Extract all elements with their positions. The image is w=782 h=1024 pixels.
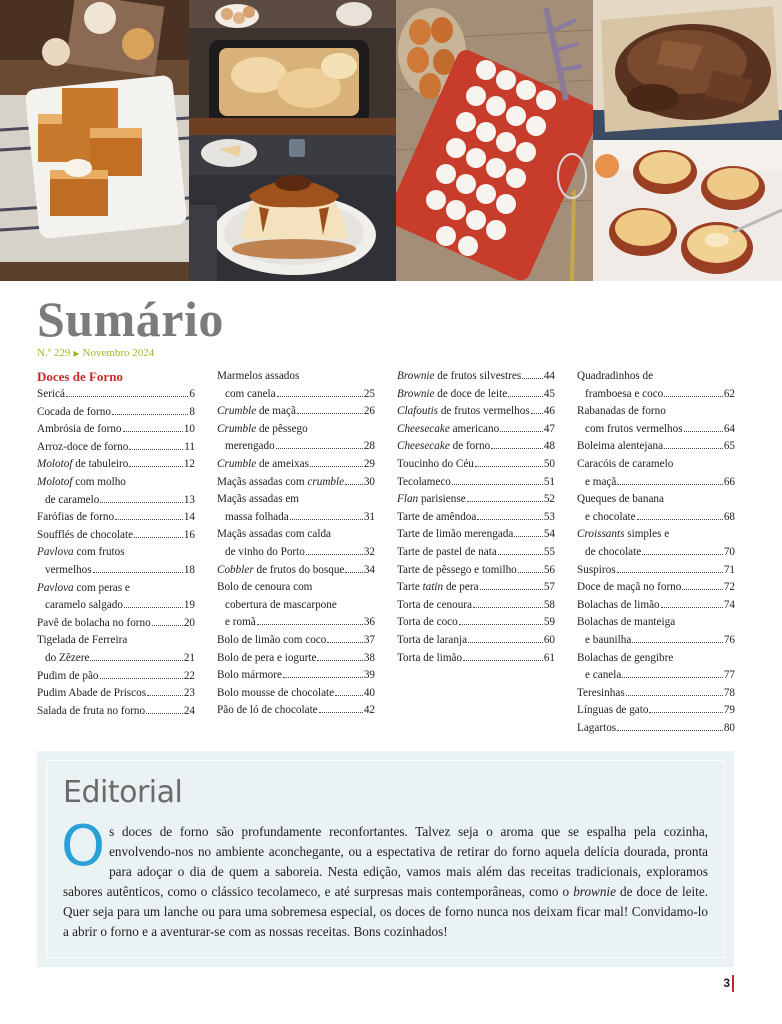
toc-entry-page: 47 [543, 422, 555, 435]
toc-entry-title: Maçãs assadas com crumble [217, 475, 345, 488]
dot-leader [100, 502, 182, 503]
dot-leader [276, 448, 363, 449]
dot-leader [290, 519, 363, 520]
dot-leader [508, 396, 543, 397]
toc-entry-title-line: Caracóis de caramelo [577, 457, 674, 470]
toc-entry-title: de caramelo [45, 493, 100, 506]
toc-entry-title-line: Quadradinhos de [577, 370, 654, 382]
toc-entry-page: 51 [543, 475, 555, 488]
toc-entry [397, 650, 555, 668]
toc-entry [577, 614, 735, 649]
toc-entry [577, 597, 735, 615]
editorial-inner [46, 760, 725, 958]
page-title: Sumário [37, 291, 224, 347]
dot-leader [463, 660, 543, 661]
toc-entry [37, 685, 195, 703]
toc-entry-title: Boleima alentejana [577, 440, 664, 453]
toc-entry [577, 650, 735, 685]
toc-entry-page: 62 [723, 387, 735, 400]
dot-leader [477, 519, 542, 520]
toc-entry-page: 56 [543, 563, 555, 576]
dot-leader [297, 413, 363, 414]
dot-leader [626, 695, 723, 696]
toc-entry-page: 16 [183, 528, 195, 541]
toc-entry-page: 25 [363, 387, 375, 400]
dot-leader [310, 466, 363, 467]
toc-entry-page: 74 [723, 598, 735, 611]
toc-entry-title: Cheesecake de forno [397, 440, 491, 453]
photo-pudim [189, 135, 396, 281]
toc-entry-title: Soufflés de chocolate [37, 528, 134, 541]
toc-entry-title: de vinho do Porto [225, 545, 305, 558]
toc-entry-page: 45 [543, 387, 555, 400]
toc-entry [217, 685, 375, 703]
toc-entry [217, 562, 375, 580]
toc-entry [397, 386, 555, 404]
toc-entry [37, 668, 195, 686]
toc-entry-title: Pudim Abade de Priscos [37, 687, 147, 700]
toc-entry-title: Torta de cenoura [397, 598, 473, 611]
toc-entry-page: 68 [723, 510, 735, 523]
toc-entry-page: 50 [543, 457, 555, 470]
toc-entry-title: Línguas de gato [577, 704, 649, 717]
toc-entry-title: Teresinhas [577, 686, 625, 699]
toc-entry [577, 526, 735, 561]
editorial-text-part-1: s doces de forno são profundamente reconfortantes. Talvez seja o aroma que se espalha pela cozinha, envolvendo-nos no ambiente aconchegante, ou a espectativa de retirar do forno aquela delícia dourada, pronta para adoçar o dia de quem a saboreia. Nesta edição, vamos mais além das receitas tradicionais, exploramos sabores autênticos, como o clássico tecolameco, e até surpresas mais contemporâneas, como o [63, 824, 708, 899]
toc-entry-title: Arroz-doce de forno [37, 440, 129, 453]
toc-entry-page: 31 [363, 510, 375, 523]
toc-entry [37, 456, 195, 474]
toc-entry-page: 30 [363, 475, 375, 488]
toc-entry [217, 702, 375, 720]
dot-leader [514, 536, 542, 537]
toc-entry-page: 53 [543, 510, 555, 523]
toc-entry [397, 491, 555, 509]
toc-entry-page: 58 [543, 598, 555, 611]
toc-entry [37, 439, 195, 457]
issue-number: N.º 229 [37, 347, 71, 359]
toc-entry-title: Ambrósia de forno [37, 423, 122, 436]
dot-leader [518, 572, 543, 573]
toc-entry-title: Tarte de pêssego e tomilho [397, 563, 517, 576]
editorial-box [37, 751, 734, 967]
photo-ambrosia [189, 0, 396, 135]
toc-entry-title: Toucinho do Céu [397, 457, 474, 470]
toc-entry [37, 509, 195, 527]
toc-entry-page: 12 [183, 458, 195, 471]
toc-entry-title-line: Marmelos assados [217, 370, 300, 382]
toc-entry-title: massa folhada [225, 510, 289, 523]
toc-entry [37, 527, 195, 545]
toc-entry-title: Bolo de pera e iogurte [217, 651, 317, 664]
dot-leader [661, 607, 723, 608]
toc-entry-page: 71 [723, 563, 735, 576]
toc-entry-page: 19 [183, 599, 195, 612]
toc-entry-page: 55 [543, 545, 555, 558]
page-number: 3 [723, 976, 730, 990]
toc-entry-title: Cobbler de frutos do bosque [217, 563, 345, 576]
dot-leader [93, 572, 183, 573]
dot-leader [306, 554, 363, 555]
toc-entry-page: 37 [363, 633, 375, 646]
toc-entry-title: Pavê de bolacha no forno [37, 616, 151, 629]
toc-entry [397, 421, 555, 439]
dot-leader [452, 484, 543, 485]
toc-entry-title: Suspiros [577, 563, 616, 576]
toc-entry [217, 526, 375, 561]
dot-leader [459, 624, 543, 625]
toc-entry [397, 544, 555, 562]
dot-leader [317, 660, 362, 661]
toc-entry [577, 438, 735, 456]
dot-leader [467, 501, 543, 502]
toc-entry [217, 403, 375, 421]
toc-entry [217, 421, 375, 456]
toc-entry-page: 70 [723, 545, 735, 558]
toc-entry-title: Brownie de frutos silvestres [397, 370, 522, 382]
toc-entry-page: 46 [543, 405, 555, 418]
toc-entry-title: Crumble de ameixas [217, 457, 309, 470]
toc-entry [397, 526, 555, 544]
toc-entry-page: 52 [543, 493, 555, 506]
dot-leader [664, 448, 723, 449]
toc-entry [397, 438, 555, 456]
toc-entry-page: 78 [723, 686, 735, 699]
editorial-text-part-2: de doce de leite. Quer seja para um lanche ou para uma sobremesa especial, os doces de forno nunca nos deixam ficar mal! Convidamo-lo a abrir o forno e a aventurar-se com as nossas receitas. Bons cozinhados! [63, 884, 708, 939]
toc-entry [397, 562, 555, 580]
toc-entry-page: 13 [183, 493, 195, 506]
toc-entry [577, 456, 735, 491]
toc-entry-title: Bolo mármore [217, 669, 282, 682]
dot-leader [277, 396, 363, 397]
toc-entry [397, 614, 555, 632]
toc-entry-title: Bolo mousse de chocolate [217, 686, 335, 699]
dot-leader [498, 554, 543, 555]
toc-entry-title: Cheesecake americano [397, 422, 500, 435]
dot-leader [468, 642, 543, 643]
toc-entry [577, 579, 735, 597]
toc-entry-title-line: Rabanadas de forno [577, 405, 666, 418]
toc-entry [217, 456, 375, 474]
toc-entry-title: Torta de laranja [397, 633, 468, 646]
toc-entry-title: Torta de coco [397, 616, 458, 629]
toc-entry-page: 26 [363, 405, 375, 418]
toc-entry [577, 685, 735, 703]
issue-date: Novembro 2024 [82, 347, 155, 359]
toc-entry-page: 10 [183, 423, 195, 436]
toc-entry [577, 720, 735, 738]
dot-leader [531, 413, 543, 414]
toc-entry-page: 24 [183, 704, 195, 717]
toc-entry-title-line: Queques de banana [577, 493, 664, 506]
toc-entry-page: 32 [363, 545, 375, 558]
toc-entry-title: Clafoutis de frutos vermelhos [397, 405, 530, 418]
dot-leader [632, 642, 723, 643]
dot-leader [146, 713, 183, 714]
toc-entry-page: 8 [189, 405, 195, 418]
toc-entry-page: 18 [183, 563, 195, 576]
toc-entry-page: 64 [723, 422, 735, 435]
dot-leader [480, 589, 543, 590]
toc-entry-title: Tecolameco [397, 475, 451, 488]
toc-entry-page: 14 [183, 511, 195, 524]
dot-leader [491, 448, 543, 449]
triangle-icon: ▶ [73, 349, 80, 358]
toc-entry-page: 20 [183, 616, 195, 629]
toc-entry-page: 23 [183, 687, 195, 700]
toc-entry-page: 28 [363, 440, 375, 453]
toc-entry-title: com canela [225, 387, 276, 400]
page-number-bar [732, 975, 734, 992]
dot-leader [152, 625, 183, 626]
toc-entry [37, 474, 195, 509]
dot-leader [345, 484, 363, 485]
toc-entry [577, 491, 735, 526]
toc-entry-title-line: cobertura de mascarpone [225, 598, 337, 611]
dot-leader [649, 712, 722, 713]
dot-leader [684, 431, 723, 432]
dot-leader [66, 396, 188, 397]
toc-entry-page: 11 [184, 440, 195, 453]
toc-entry-page: 29 [363, 457, 375, 470]
dot-leader [500, 431, 543, 432]
toc-entry-title-line: Bolachas de manteiga [577, 616, 676, 629]
toc-entry-title-line: Maçãs assadas com calda [217, 528, 331, 541]
toc-entry [397, 632, 555, 650]
toc-entry-title: merengado [225, 440, 275, 453]
dot-leader [622, 677, 722, 678]
toc-entry-page: 38 [363, 651, 375, 664]
toc-entry-title: Tarte de pastel de nata [397, 545, 497, 558]
toc-entry [37, 386, 195, 404]
toc-entry [217, 632, 375, 650]
toc-entry-page: 40 [363, 686, 375, 699]
toc-entry [217, 650, 375, 668]
dot-leader [682, 589, 722, 590]
toc-entry-page: 60 [543, 633, 555, 646]
editorial-text-italic: brownie [573, 884, 616, 899]
toc-entry-title: Flan parisiense [397, 493, 466, 506]
toc-entry-title-line: Tigelada de Ferreira [37, 634, 128, 647]
dot-leader [90, 660, 182, 661]
toc-entry-title: Tarte de amêndoa [397, 510, 477, 523]
toc-entry [577, 368, 735, 403]
toc-entry [217, 491, 375, 526]
dot-leader [475, 466, 543, 467]
section-heading: Doces de Forno [37, 369, 123, 384]
toc-entry-page: 77 [723, 669, 735, 682]
issue-info [37, 347, 154, 359]
toc-entry [397, 597, 555, 615]
toc-entry-page: 21 [183, 651, 195, 664]
toc-entry-title: e romã [225, 616, 256, 629]
toc-entry-title: e baunilha [585, 633, 632, 646]
toc-entry [217, 667, 375, 685]
photo-serica [0, 0, 189, 281]
toc-entry-title: Torta de limão [397, 651, 463, 664]
toc-entry-page: 76 [723, 633, 735, 646]
dot-leader [617, 484, 722, 485]
toc-entry [397, 509, 555, 527]
toc-entry-title-line: Croissants simples e [577, 528, 670, 541]
photo-suspiros [396, 0, 593, 281]
editorial-title: Editorial [63, 775, 183, 810]
toc-entry-page: 61 [543, 651, 555, 664]
toc-entry [217, 579, 375, 632]
toc-entry-title: e chocolate [585, 510, 636, 523]
toc-entry-page: 48 [543, 440, 555, 453]
toc-entry-title: Sericá [37, 388, 65, 400]
dot-leader [112, 414, 188, 415]
toc-entry-page: 54 [543, 528, 555, 541]
toc-entry-title-line: Bolo de cenoura com [217, 581, 313, 594]
toc-entry [217, 368, 375, 403]
toc-entry-title-line: Molotof com molho [37, 475, 126, 488]
toc-entry-title: e maçã [585, 475, 617, 488]
dot-leader [115, 519, 183, 520]
toc-entry-page: 72 [723, 581, 735, 594]
toc-column-1 [37, 368, 195, 720]
toc-entry-page: 42 [363, 704, 375, 717]
dot-leader [642, 554, 723, 555]
toc-entry-page: 44 [543, 370, 555, 382]
toc-entry-title: Bolachas de limão [577, 598, 660, 611]
toc-entry [577, 403, 735, 438]
toc-entry-title: do Zêzere [45, 651, 90, 664]
dot-leader [664, 396, 723, 397]
toc-entry-title: Farófias de forno [37, 511, 115, 524]
dot-leader [327, 642, 362, 643]
photo-bolo-chocolate [593, 0, 782, 140]
toc-entry-title: Tarte de limão merengada [397, 528, 514, 541]
dot-leader [147, 695, 183, 696]
toc-entry-title: de chocolate [585, 545, 642, 558]
toc-entry-title-line: Crumble de pêssego [217, 422, 308, 435]
toc-entry-title: Bolo de limão com coco [217, 633, 327, 646]
toc-entry-title-line: Bolachas de gengibre [577, 651, 674, 664]
toc-entry [37, 703, 195, 721]
toc-entry-page: 66 [723, 475, 735, 488]
dot-leader [134, 537, 183, 538]
dot-leader [123, 431, 183, 432]
toc-entry-page: 57 [543, 581, 555, 594]
toc-entry-page: 59 [543, 616, 555, 629]
toc-entry-title-line: Maçãs assadas em [217, 493, 300, 506]
dot-leader [473, 607, 543, 608]
toc-entry-page: 6 [189, 388, 195, 400]
photo-collage [0, 0, 782, 281]
editorial-text [61, 814, 708, 942]
dot-leader [257, 624, 363, 625]
dot-leader [522, 378, 543, 379]
toc-entry-title: Pão de ló de chocolate [217, 704, 318, 717]
toc-entry [37, 580, 195, 615]
toc-entry [37, 544, 195, 579]
toc-entry-page: 79 [723, 704, 735, 717]
toc-entry-title: Tarte tatin de pera [397, 581, 479, 594]
toc-column-4 [577, 368, 735, 737]
toc-entry [37, 404, 195, 422]
toc-entry-title: Cocada de forno [37, 405, 111, 418]
toc-entry-title: Pudim de pão [37, 669, 99, 682]
toc-entry-title: framboesa e coco [585, 387, 664, 400]
toc-entry-page: 36 [363, 616, 375, 629]
toc-entry [397, 579, 555, 597]
toc-entry-title: Lagartos [577, 721, 617, 734]
toc-entry-title: e canela [585, 669, 622, 682]
toc-entry-title-line: Pavlova com frutos [37, 546, 125, 559]
toc-entry [577, 562, 735, 580]
photo-leite-creme [593, 140, 782, 281]
toc-entry-title: Doce de maçã no forno [577, 581, 682, 594]
toc-entry-title: com frutos vermelhos [585, 422, 683, 435]
toc-column-2 [217, 368, 375, 720]
toc-entry [37, 632, 195, 667]
dot-leader [335, 695, 363, 696]
toc-entry-title: vermelhos [45, 563, 92, 576]
toc-entry-page: 65 [723, 440, 735, 453]
dot-leader [129, 466, 182, 467]
dot-leader [345, 572, 362, 573]
toc-entry [37, 615, 195, 633]
toc-entry-title: caramelo salgado [45, 599, 123, 612]
dot-leader [319, 712, 363, 713]
toc-entry-page: 22 [183, 669, 195, 682]
toc-entry-title: Salada de fruta no forno [37, 704, 146, 717]
toc-entry [37, 421, 195, 439]
dot-leader [617, 730, 723, 731]
toc-entry [397, 474, 555, 492]
toc-column-3 [397, 368, 555, 667]
dot-leader [124, 607, 183, 608]
toc-entry-title: Crumble de maçã [217, 405, 296, 418]
toc-entry-page: 34 [363, 563, 375, 576]
dot-leader [637, 519, 723, 520]
dot-leader [617, 572, 723, 573]
toc-entry-page: 39 [363, 669, 375, 682]
drop-cap: O [61, 814, 106, 879]
toc-entry [217, 474, 375, 492]
toc-entry-page: 80 [723, 721, 735, 734]
toc-entry [397, 403, 555, 421]
toc-entry-title-line: Pavlova com peras e [37, 581, 130, 594]
dot-leader [283, 677, 363, 678]
toc-entry [397, 456, 555, 474]
toc-entry-title: Brownie de doce de leite [397, 387, 508, 400]
toc-entry [577, 702, 735, 720]
toc-entry-title: Molotof de tabuleiro [37, 458, 129, 471]
toc-entry [397, 368, 555, 386]
dot-leader [100, 678, 183, 679]
dot-leader [129, 449, 183, 450]
